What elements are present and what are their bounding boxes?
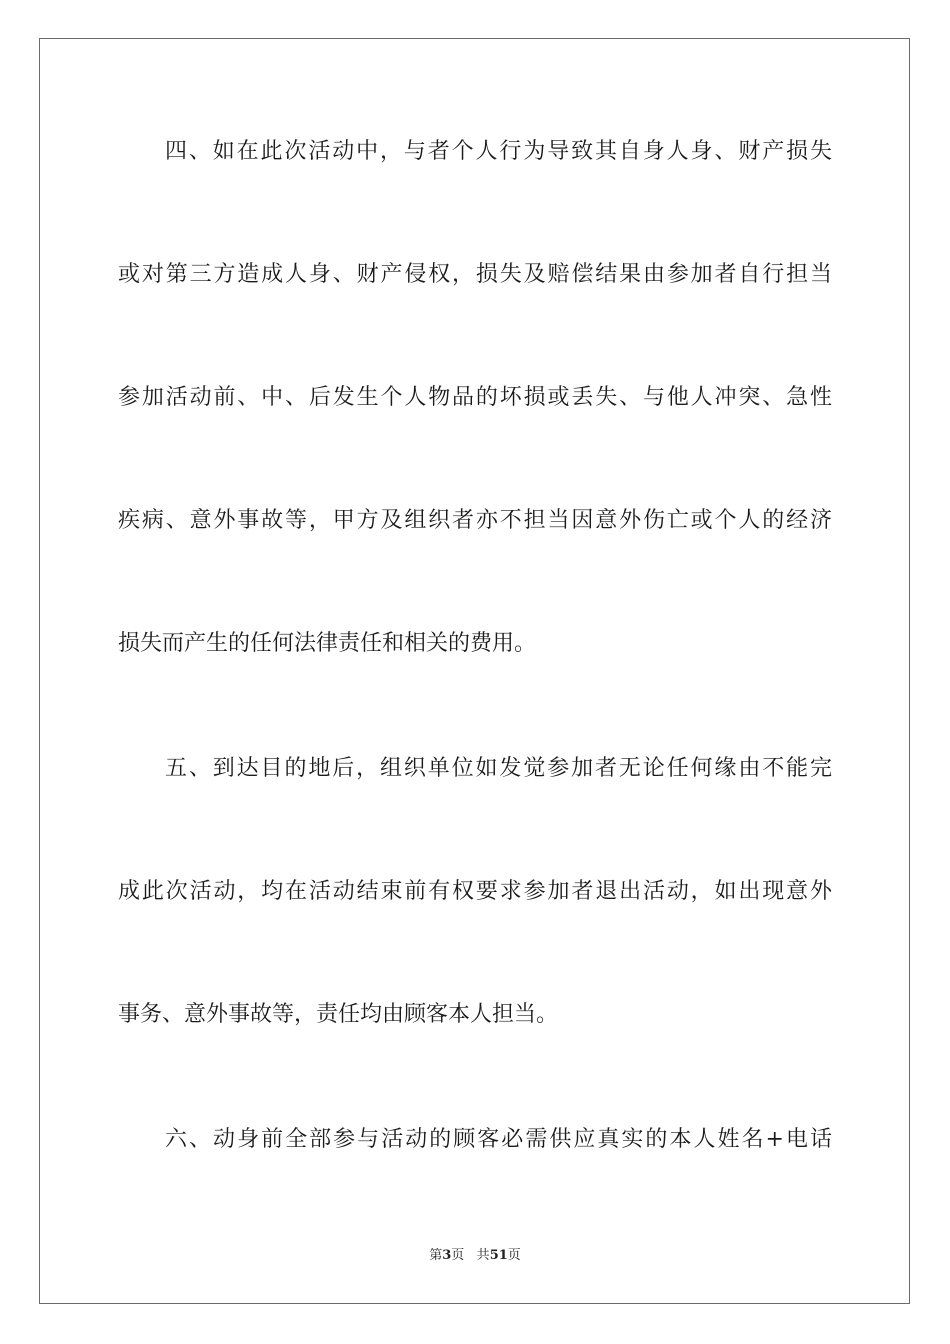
paragraph-5-line-2: 成此次活动，均在活动结束前有权要求参加者退出活动，如出现意外 (118, 879, 832, 904)
footer-page-current: 3 (442, 1248, 452, 1263)
paragraph-4-line-1: 四、如在此次活动中，与者个人行为导致其自身人身、财产损失 (165, 139, 832, 164)
paragraph-5-line-1: 五、到达目的地后，组织单位如发觉参加者无论任何缘由不能完 (165, 756, 832, 781)
footer-total-suffix: 页 (507, 1248, 521, 1263)
page-border (39, 38, 910, 1304)
paragraph-4-line-3: 参加活动前、中、后发生个人物品的坏损或丢失、与他人冲突、急性 (118, 385, 832, 410)
paragraph-5-line-3: 事务、意外事故等，责任均由顾客本人担当。 (118, 1002, 559, 1027)
footer-page-prefix: 第 (429, 1248, 443, 1263)
paragraph-4-line-4: 疾病、意外事故等，甲方及组织者亦不担当因意外伤亡或个人的经济 (118, 508, 832, 533)
paragraph-4-line-2: 或对第三方造成人身、财产侵权，损失及赔偿结果由参加者自行担当 (118, 262, 832, 287)
page-footer (0, 1247, 950, 1265)
paragraph-6-line-1: 六、动身前全部参与活动的顾客必需供应真实的本人姓名+电话 (165, 1127, 832, 1152)
paragraph-4-line-5: 损失而产生的任何法律责任和相关的费用。 (118, 631, 537, 656)
footer-page-total: 51 (489, 1248, 508, 1263)
footer-total-prefix: 共 (476, 1248, 490, 1263)
footer-page-suffix: 页 (451, 1248, 465, 1263)
